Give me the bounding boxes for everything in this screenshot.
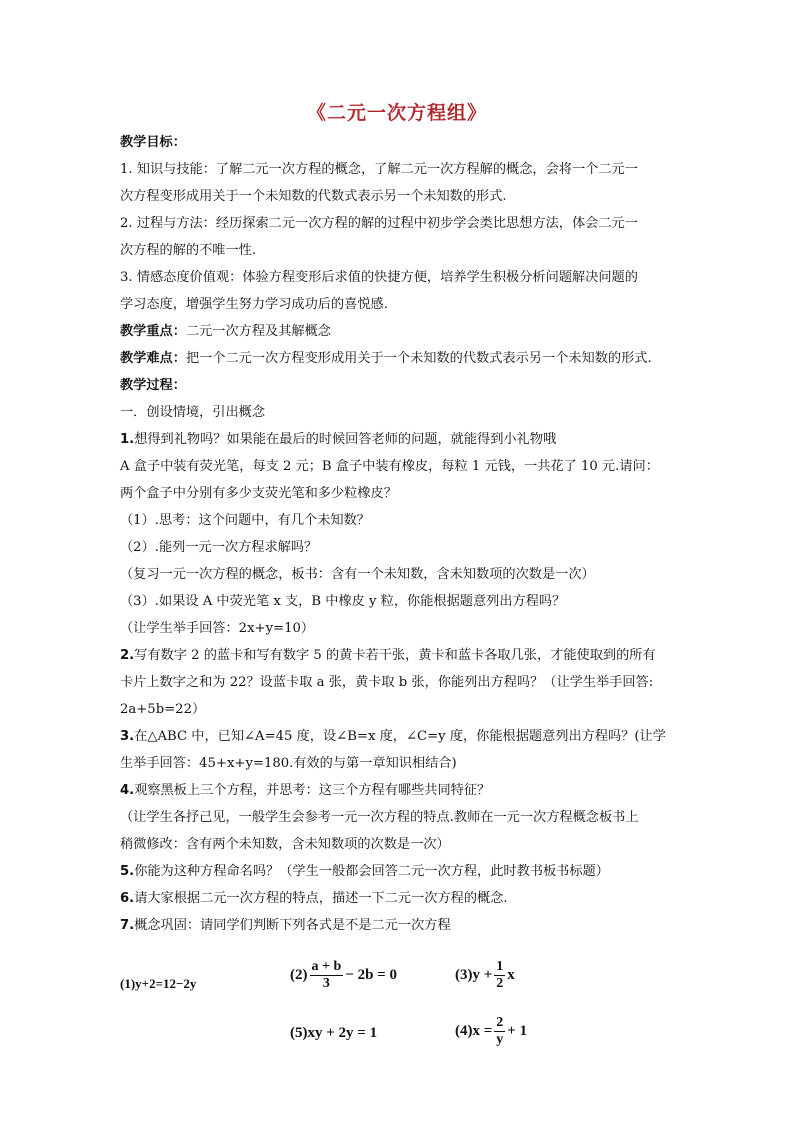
objective-3-line-1: 3. 情感态度价值观：体验方程变形后求值的快捷方便，培养学生积极分析问题解决问题的 bbox=[120, 270, 638, 285]
question-6-number: 6. bbox=[120, 891, 135, 906]
exercise-3-denominator: 2 bbox=[496, 976, 504, 991]
question-1-line-2: A 盒子中装有荧光笔，每支 2 元；B 盒子中装有橡皮，每粒 1 元钱，一共花了 10 元.请问： bbox=[120, 459, 659, 474]
section-1-heading: 一．创设情境，引出概念 bbox=[120, 405, 266, 420]
question-6-text: 请大家根据二元一次方程的特点，描述一下二元一次方程的概念. bbox=[134, 891, 508, 906]
objective-2-line-2: 次方程的解的不唯一性. bbox=[120, 243, 257, 258]
question-2-number: 2. bbox=[120, 648, 135, 663]
question-1-text: 想得到礼物吗？如果能在最后的时候回答老师的问题，就能得到小礼物哦 bbox=[134, 432, 557, 447]
exercise-3-fraction bbox=[494, 959, 505, 992]
key-point-label: 教学重点： bbox=[120, 324, 186, 339]
difficulty bbox=[120, 350, 680, 368]
objective-1-line-1: 1. 知识与技能：了解二元一次方程的概念，了解二元一次方程解的概念，会将一个二元一 bbox=[120, 162, 638, 177]
exercise-2-numerator: a + b bbox=[311, 959, 342, 974]
exercise-2-fraction bbox=[310, 959, 344, 992]
question-1-number: 1. bbox=[120, 432, 135, 447]
question-5-number: 5. bbox=[120, 864, 135, 879]
exercise-2-suffix: − 2b = 0 bbox=[345, 966, 397, 983]
question-2 bbox=[120, 647, 680, 665]
difficulty-label: 教学难点： bbox=[120, 351, 186, 366]
question-4-line-3: 稍微修改：含有两个未知数，含未知数项的次数是一次） bbox=[120, 837, 450, 852]
question-6 bbox=[120, 890, 680, 908]
question-4 bbox=[120, 782, 680, 800]
question-5 bbox=[120, 863, 680, 881]
difficulty-text: 把一个二元一次方程变形成用关于一个未知数的代数式表示另一个未知数的形式. bbox=[185, 351, 652, 366]
exercise-1: (1)y+2=12−2y bbox=[120, 976, 197, 991]
question-7 bbox=[120, 917, 680, 935]
question-4-line-2: （让学生各抒己见，一般学生会参考一元一次方程的特点.教师在一元一次方程概念板书上 bbox=[120, 810, 639, 825]
exercise-4-numerator: 2 bbox=[496, 1015, 504, 1030]
exercise-4-prefix: (4)x = bbox=[455, 1022, 493, 1039]
question-1-answer: （让学生举手回答：2x+y=10） bbox=[120, 621, 315, 636]
objectives-heading: 教学目标： bbox=[120, 135, 186, 150]
question-3-number: 3. bbox=[120, 729, 135, 744]
exercise-4-fraction bbox=[494, 1015, 505, 1048]
exercise-4-suffix: + 1 bbox=[507, 1022, 528, 1039]
process-heading: 教学过程： bbox=[120, 378, 186, 393]
question-1-sub-1: （1）.思考：这个问题中，有几个未知数？ bbox=[120, 513, 370, 528]
exercise-3-numerator: 1 bbox=[496, 959, 504, 974]
question-4-number: 4. bbox=[120, 783, 135, 798]
exercise-5: (5)xy + 2y = 1 bbox=[290, 1025, 378, 1041]
exercise-4-denominator: y bbox=[496, 1032, 504, 1047]
key-point-text: 二元一次方程及其解概念 bbox=[185, 324, 331, 339]
question-2-line-1: 写有数字 2 的蓝卡和写有数字 5 的黄卡若干张，黄卡和蓝卡各取几张，才能使取到的所有 bbox=[134, 648, 656, 663]
question-3-line-2: 生举手回答：45+x+y=180.有效的与第一章知识相结合) bbox=[120, 756, 457, 771]
objective-2-line-1: 2. 过程与方法：经历探索二元一次方程的解的过程中初步学会类比思想方法，体会二元一 bbox=[120, 216, 638, 231]
question-1-sub-2: （2）.能列一元一次方程求解吗？ bbox=[120, 540, 318, 555]
exercise-3 bbox=[455, 959, 515, 992]
question-3-line-1: 在△ABC 中，已知∠A=45 度，设∠B=x 度，∠C=y 度，你能根据题意列出方程吗？(让学 bbox=[134, 729, 666, 744]
document-title: 《二元一次方程组》 bbox=[306, 102, 487, 124]
question-7-number: 7. bbox=[120, 918, 135, 933]
exercise-3-prefix: (3)y + bbox=[455, 966, 493, 983]
objective-1-line-2: 次方程变形成用关于一个未知数的代数式表示另一个未知数的形式. bbox=[120, 189, 507, 204]
exercise-4 bbox=[455, 1015, 527, 1048]
question-2-line-2: 卡片上数字之和为 22？设蓝卡取 a 张，黄卡取 b 张，你能列出方程吗？（让学生举手回答: bbox=[120, 675, 654, 690]
question-2-line-3: 2a+5b=22） bbox=[120, 702, 206, 717]
exercise-3-suffix: x bbox=[507, 966, 515, 983]
question-7-text: 概念巩固：请同学们判断下列各式是不是二元一次方程 bbox=[134, 918, 451, 933]
question-5-text: 你能为这种方程命名吗？（学生一般都会回答二元一次方程，此时教书板书标题） bbox=[134, 864, 609, 879]
exercise-2-prefix: (2) bbox=[290, 966, 308, 983]
key-point bbox=[120, 323, 680, 341]
exercise-2 bbox=[290, 959, 397, 992]
question-1-sub-3: （3）.如果设 A 中荧光笔 x 支，B 中橡皮 y 粒，你能根据题意列出方程吗？ bbox=[120, 594, 566, 609]
exercise-2-denominator: 3 bbox=[322, 976, 330, 991]
objective-3-line-2: 学习态度，增强学生努力学习成功后的喜悦感. bbox=[120, 297, 388, 312]
question-1 bbox=[120, 431, 680, 449]
question-1-note: （复习一元一次方程的概念，板书：含有一个未知数，含未知数项的次数是一次） bbox=[120, 567, 595, 582]
question-4-line-1: 观察黑板上三个方程，并思考：这三个方程有哪些共同特征？ bbox=[134, 783, 491, 798]
question-1-line-3: 两个盒子中分别有多少支荧光笔和多少粒橡皮？ bbox=[120, 486, 397, 501]
question-3 bbox=[120, 728, 680, 746]
